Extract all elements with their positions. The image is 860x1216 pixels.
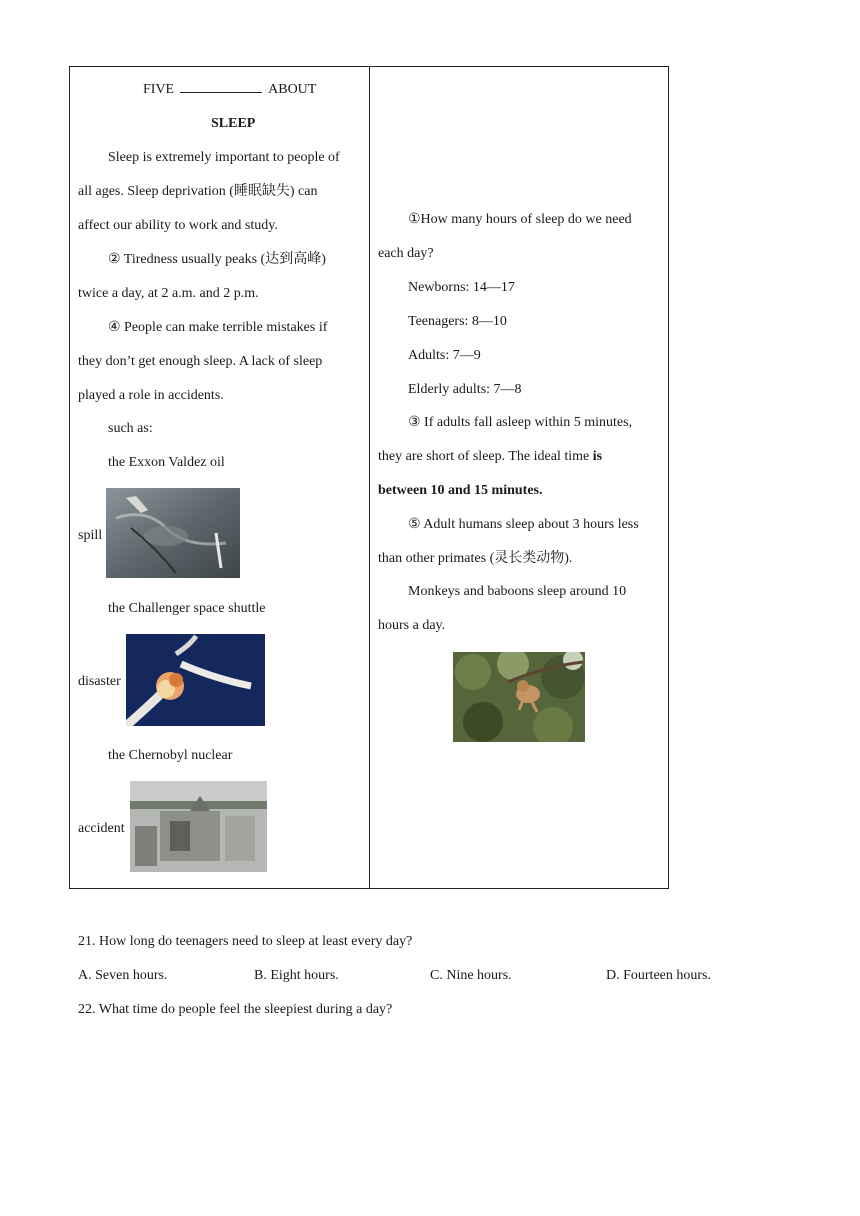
challenger-tail: disaster	[78, 674, 121, 689]
chernobyl-photo	[130, 781, 267, 872]
oil-spill-photo	[106, 488, 240, 578]
para1-line1: Sleep is extremely important to people of	[108, 150, 340, 165]
question-21: 21. How long do teenagers need to sleep at least every day?	[78, 934, 413, 949]
p3-bold-is: is	[592, 449, 603, 464]
challenger-label: the Challenger space shuttle	[108, 601, 266, 616]
monkeys-line2: hours a day.	[378, 618, 446, 633]
q1-line2: each day?	[378, 246, 434, 261]
elderly-row: Elderly adults: 7—8	[408, 382, 522, 397]
option-b[interactable]: B. Eight hours.	[254, 968, 339, 983]
para1-line3: affect our ability to work and study.	[78, 218, 278, 233]
p3-line2	[378, 447, 602, 467]
para2-line1: ② Tiredness usually peaks (达到高峰)	[108, 252, 326, 267]
title-suffix: ABOUT	[268, 82, 317, 97]
option-c[interactable]: C. Nine hours.	[430, 968, 512, 983]
table-column-divider	[369, 66, 370, 889]
shuttle-disaster-photo	[126, 634, 265, 726]
heading-word: SLEEP	[211, 116, 256, 131]
exxon-tail: spill	[78, 528, 103, 543]
para3-line2: they don’t get enough sleep. A lack of sleep	[78, 354, 323, 369]
monkeys-line1: Monkeys and baboons sleep around 10	[408, 584, 627, 599]
chernobyl-label: the Chernobyl nuclear	[108, 748, 233, 763]
p3-bold-line: between 10 and 15 minutes.	[378, 483, 543, 498]
adults-row: Adults: 7—9	[408, 348, 481, 363]
option-a[interactable]: A. Seven hours.	[78, 968, 168, 983]
title-blank	[180, 80, 262, 93]
baboon-photo	[453, 652, 585, 742]
exxon-label: the Exxon Valdez oil	[108, 455, 225, 470]
para1-line2: all ages. Sleep deprivation (睡眠缺失) can	[78, 184, 318, 199]
question-22: 22. What time do people feel the sleepiest during a day?	[78, 1002, 393, 1017]
p3-line1: ③ If adults fall asleep within 5 minutes,	[408, 415, 633, 430]
p5-line2: than other primates (灵长类动物).	[378, 551, 573, 566]
title-prefix: FIVE	[143, 82, 175, 97]
q1-line1: ①How many hours of sleep do we need	[408, 212, 632, 227]
para3-line3: played a role in accidents.	[78, 388, 224, 403]
p3-line2-text: they are short of sleep. The ideal time	[378, 449, 590, 464]
p5-line1: ⑤ Adult humans sleep about 3 hours less	[408, 517, 639, 532]
option-d[interactable]: D. Fourteen hours.	[606, 968, 711, 983]
newborns-row: Newborns: 14—17	[408, 280, 515, 295]
para3-line1: ④ People can make terrible mistakes if	[108, 320, 328, 335]
para2-line2: twice a day, at 2 a.m. and 2 p.m.	[78, 286, 259, 301]
chernobyl-tail: accident	[78, 821, 125, 836]
such-as-label: such as:	[108, 421, 153, 436]
heading-line	[143, 80, 316, 100]
teenagers-row: Teenagers: 8—10	[408, 314, 507, 329]
